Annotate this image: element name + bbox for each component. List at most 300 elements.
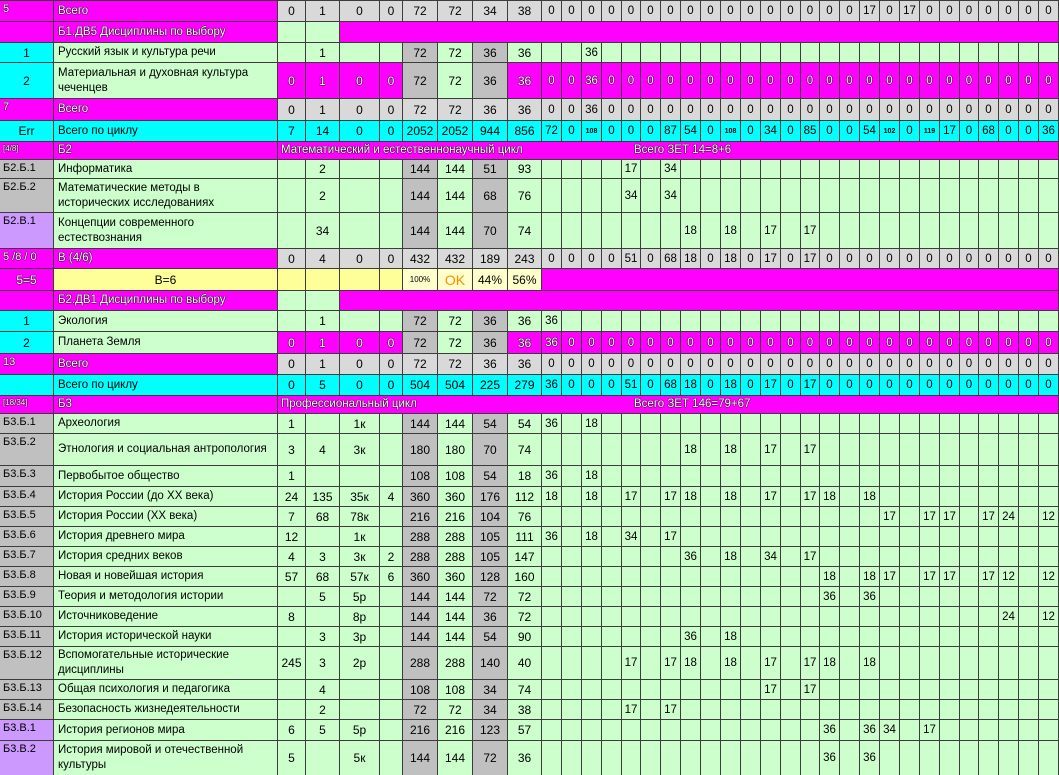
row-code[interactable]: Б3.Б.7 [0, 547, 53, 566]
value-cell[interactable] [380, 527, 402, 546]
semester-cell[interactable] [979, 434, 998, 465]
semester-cell[interactable] [542, 627, 561, 646]
value-cell[interactable]: 38 [508, 700, 541, 719]
semester-cell[interactable]: 0 [920, 1, 939, 21]
value-cell[interactable]: 34 [306, 213, 339, 248]
semester-cell[interactable]: 0 [820, 354, 839, 374]
semester-cell[interactable] [741, 607, 760, 626]
value-cell[interactable]: 36 [473, 99, 507, 120]
semester-cell[interactable] [999, 700, 1018, 719]
value-cell[interactable]: 288 [403, 547, 437, 566]
semester-cell[interactable]: 0 [999, 332, 1018, 353]
semester-cell[interactable] [661, 213, 680, 248]
semester-cell[interactable] [681, 160, 700, 178]
semester-cell[interactable] [820, 700, 839, 719]
value-cell[interactable]: 72 [403, 700, 437, 719]
semester-cell[interactable] [741, 507, 760, 526]
semester-cell[interactable] [741, 627, 760, 646]
semester-cell[interactable]: 0 [761, 99, 780, 120]
semester-cell[interactable]: 0 [820, 63, 839, 98]
semester-cell[interactable]: 0 [741, 63, 760, 98]
semester-cell[interactable] [781, 487, 800, 506]
value-cell[interactable]: 0 [380, 354, 402, 374]
semester-cell[interactable] [999, 434, 1018, 465]
semester-cell[interactable] [562, 311, 581, 331]
semester-cell[interactable] [979, 179, 998, 212]
semester-cell[interactable]: 18 [582, 527, 601, 546]
semester-cell[interactable] [602, 627, 621, 646]
value-cell[interactable]: 0 [380, 375, 402, 395]
semester-cell[interactable]: 17 [661, 527, 680, 546]
semester-cell[interactable] [781, 160, 800, 178]
row-code[interactable]: Б3.В.1 [0, 720, 53, 740]
semester-cell[interactable]: 0 [920, 99, 939, 120]
semester-cell[interactable]: 17 [622, 700, 640, 719]
semester-cell[interactable]: 0 [542, 354, 561, 374]
semester-cell[interactable] [582, 311, 601, 331]
semester-cell[interactable]: 18 [681, 249, 700, 268]
value-cell[interactable] [380, 311, 402, 331]
semester-cell[interactable] [920, 179, 939, 212]
value-cell[interactable]: 360 [403, 487, 437, 506]
semester-cell[interactable] [781, 647, 800, 679]
semester-cell[interactable] [900, 547, 919, 566]
semester-cell[interactable] [820, 507, 839, 526]
semester-cell[interactable] [641, 527, 660, 546]
value-cell[interactable]: 7 [278, 121, 305, 141]
value-cell[interactable]: 144 [438, 627, 472, 646]
value-cell[interactable]: 72 [403, 99, 437, 120]
value-cell[interactable]: 72 [438, 311, 472, 331]
semester-cell[interactable] [641, 680, 660, 699]
semester-cell[interactable] [840, 720, 859, 740]
value-cell[interactable]: 1 [278, 466, 305, 486]
semester-cell[interactable]: 0 [979, 249, 998, 268]
semester-cell[interactable] [999, 414, 1018, 433]
semester-cell[interactable]: 0 [960, 332, 978, 353]
semester-cell[interactable] [562, 547, 581, 566]
semester-cell[interactable]: 0 [1019, 121, 1038, 141]
semester-cell[interactable]: 72 [542, 121, 561, 141]
value-cell[interactable]: 3 [306, 547, 339, 566]
row-code[interactable]: Б3.Б.14 [0, 700, 53, 719]
semester-cell[interactable]: 18 [721, 487, 740, 506]
semester-cell[interactable]: 17 [860, 1, 879, 21]
value-cell[interactable]: 279 [508, 375, 541, 395]
semester-cell[interactable] [701, 547, 720, 566]
row-name[interactable]: Всего [54, 99, 277, 120]
value-cell[interactable]: 36 [508, 354, 541, 374]
value-cell[interactable]: 360 [438, 567, 472, 586]
semester-cell[interactable] [721, 700, 740, 719]
semester-cell[interactable] [641, 507, 660, 526]
semester-cell[interactable]: 34 [761, 547, 780, 566]
semester-cell[interactable] [920, 700, 939, 719]
value-cell[interactable]: 12 [278, 527, 305, 546]
semester-cell[interactable]: 0 [960, 63, 978, 98]
semester-cell[interactable]: 0 [741, 121, 760, 141]
semester-cell[interactable] [1039, 311, 1058, 331]
semester-cell[interactable]: 0 [860, 63, 879, 98]
semester-cell[interactable] [681, 414, 700, 433]
semester-cell[interactable] [920, 160, 939, 178]
semester-cell[interactable]: 54 [860, 121, 879, 141]
semester-cell[interactable]: 0 [701, 375, 720, 395]
value-cell[interactable]: 72 [438, 700, 472, 719]
semester-cell[interactable] [641, 179, 660, 212]
semester-cell[interactable] [701, 311, 720, 331]
semester-cell[interactable] [761, 720, 780, 740]
semester-cell[interactable]: 0 [880, 249, 899, 268]
semester-cell[interactable] [900, 213, 919, 248]
value-cell[interactable]: 288 [438, 527, 472, 546]
semester-cell[interactable]: 0 [979, 332, 998, 353]
value-cell[interactable] [278, 160, 305, 178]
semester-cell[interactable]: 17 [880, 507, 899, 526]
row-code[interactable]: 5 [0, 1, 53, 21]
semester-cell[interactable]: 0 [761, 1, 780, 21]
semester-cell[interactable] [1039, 700, 1058, 719]
semester-cell[interactable]: 36 [820, 741, 839, 775]
value-cell[interactable]: 5 [278, 741, 305, 775]
value-cell[interactable]: 504 [438, 375, 472, 395]
value-cell[interactable]: 1 [306, 1, 339, 21]
row-code[interactable] [0, 22, 53, 42]
semester-cell[interactable] [661, 587, 680, 606]
value-cell[interactable]: 360 [403, 567, 437, 586]
semester-cell[interactable]: 17 [920, 567, 939, 586]
semester-cell[interactable]: 108 [721, 121, 740, 141]
semester-cell[interactable] [840, 434, 859, 465]
semester-cell[interactable] [880, 434, 899, 465]
value-cell[interactable]: 104 [473, 507, 507, 526]
row-code[interactable]: Б3.Б.9 [0, 587, 53, 606]
semester-cell[interactable]: 18 [681, 647, 700, 679]
semester-cell[interactable] [860, 527, 879, 546]
semester-cell[interactable] [940, 647, 959, 679]
row-name[interactable]: Археология [54, 414, 277, 433]
row-code[interactable]: Б3.Б.2 [0, 434, 53, 465]
value-cell[interactable]: 2 [306, 160, 339, 178]
semester-cell[interactable] [1019, 311, 1038, 331]
semester-cell[interactable]: 0 [999, 1, 1018, 21]
value-cell[interactable]: 245 [278, 647, 305, 679]
semester-cell[interactable] [920, 627, 939, 646]
semester-cell[interactable] [960, 720, 978, 740]
value-cell[interactable]: 18 [508, 466, 541, 486]
semester-cell[interactable]: 0 [880, 99, 899, 120]
semester-cell[interactable] [661, 607, 680, 626]
semester-cell[interactable] [900, 487, 919, 506]
value-cell[interactable]: 74 [508, 434, 541, 465]
semester-cell[interactable]: 17 [920, 507, 939, 526]
semester-cell[interactable]: 0 [1039, 63, 1058, 98]
semester-cell[interactable]: 0 [741, 354, 760, 374]
row-code[interactable] [0, 291, 53, 310]
semester-cell[interactable]: 18 [820, 487, 839, 506]
value-cell[interactable]: 36 [508, 99, 541, 120]
semester-cell[interactable] [960, 414, 978, 433]
semester-cell[interactable] [661, 567, 680, 586]
row-name[interactable]: В=6 [54, 269, 277, 290]
semester-cell[interactable] [999, 587, 1018, 606]
semester-cell[interactable]: 36 [681, 627, 700, 646]
semester-cell[interactable]: 0 [542, 99, 561, 120]
semester-cell[interactable]: 102 [880, 121, 899, 141]
semester-cell[interactable]: 17 [761, 213, 780, 248]
semester-cell[interactable] [1019, 607, 1038, 626]
semester-cell[interactable]: 0 [661, 332, 680, 353]
value-cell[interactable]: 14 [306, 121, 339, 141]
value-cell[interactable]: 144 [438, 179, 472, 212]
semester-cell[interactable] [562, 527, 581, 546]
value-cell[interactable] [278, 213, 305, 248]
value-cell[interactable] [380, 507, 402, 526]
value-cell[interactable]: 90 [508, 627, 541, 646]
semester-cell[interactable]: 0 [900, 375, 919, 395]
row-code[interactable] [0, 375, 53, 395]
semester-cell[interactable] [721, 507, 740, 526]
semester-cell[interactable] [741, 741, 760, 775]
semester-cell[interactable]: 0 [840, 354, 859, 374]
value-cell[interactable]: 4 [306, 434, 339, 465]
value-cell[interactable]: 36 [473, 311, 507, 331]
semester-cell[interactable]: 0 [840, 249, 859, 268]
semester-cell[interactable]: 17 [801, 487, 819, 506]
semester-cell[interactable]: 17 [801, 547, 819, 566]
semester-cell[interactable] [801, 466, 819, 486]
semester-cell[interactable]: 0 [641, 121, 660, 141]
semester-cell[interactable]: 0 [880, 332, 899, 353]
semester-cell[interactable]: 17 [761, 647, 780, 679]
semester-cell[interactable] [940, 741, 959, 775]
semester-cell[interactable]: 0 [1039, 332, 1058, 353]
value-cell[interactable]: 0 [340, 99, 379, 120]
value-cell[interactable]: 1 [306, 311, 339, 331]
row-name[interactable]: Всего [54, 1, 277, 21]
semester-cell[interactable] [900, 607, 919, 626]
semester-cell[interactable] [602, 680, 621, 699]
semester-cell[interactable] [582, 434, 601, 465]
semester-cell[interactable] [860, 414, 879, 433]
value-cell[interactable]: 72 [403, 354, 437, 374]
semester-cell[interactable] [582, 547, 601, 566]
semester-cell[interactable] [661, 547, 680, 566]
semester-cell[interactable]: 0 [602, 63, 621, 98]
semester-cell[interactable] [761, 179, 780, 212]
semester-cell[interactable]: 0 [940, 63, 959, 98]
semester-cell[interactable] [602, 527, 621, 546]
semester-cell[interactable] [761, 587, 780, 606]
row-code[interactable]: Б3.В.2 [0, 741, 53, 775]
semester-cell[interactable] [940, 466, 959, 486]
semester-cell[interactable] [721, 311, 740, 331]
semester-cell[interactable] [761, 466, 780, 486]
semester-cell[interactable] [602, 700, 621, 719]
value-cell[interactable] [278, 291, 305, 310]
semester-cell[interactable] [960, 466, 978, 486]
semester-cell[interactable] [999, 213, 1018, 248]
semester-cell[interactable]: 0 [562, 375, 581, 395]
semester-cell[interactable]: 0 [940, 375, 959, 395]
semester-cell[interactable] [701, 160, 720, 178]
semester-cell[interactable] [940, 160, 959, 178]
semester-cell[interactable] [900, 414, 919, 433]
semester-cell[interactable] [1019, 700, 1038, 719]
semester-cell[interactable]: 36 [542, 375, 561, 395]
semester-cell[interactable] [801, 160, 819, 178]
value-cell[interactable] [380, 414, 402, 433]
semester-cell[interactable] [761, 160, 780, 178]
semester-cell[interactable] [860, 43, 879, 62]
semester-cell[interactable]: 0 [622, 99, 640, 120]
semester-cell[interactable] [582, 627, 601, 646]
semester-cell[interactable] [940, 720, 959, 740]
semester-cell[interactable] [840, 160, 859, 178]
value-cell[interactable]: 288 [403, 527, 437, 546]
semester-cell[interactable] [781, 700, 800, 719]
semester-cell[interactable]: 0 [979, 1, 998, 21]
semester-cell[interactable] [681, 179, 700, 212]
value-cell[interactable] [340, 179, 379, 212]
semester-cell[interactable]: 0 [622, 332, 640, 353]
semester-cell[interactable] [602, 647, 621, 679]
semester-cell[interactable]: 12 [1039, 567, 1058, 586]
semester-cell[interactable]: 34 [661, 179, 680, 212]
semester-cell[interactable] [542, 434, 561, 465]
semester-cell[interactable]: 17 [801, 647, 819, 679]
semester-cell[interactable]: 0 [940, 354, 959, 374]
semester-cell[interactable] [562, 179, 581, 212]
semester-cell[interactable] [562, 680, 581, 699]
value-cell[interactable]: 0 [380, 99, 402, 120]
semester-cell[interactable] [1039, 647, 1058, 679]
value-cell[interactable]: 288 [403, 647, 437, 679]
value-cell[interactable]: 34 [473, 680, 507, 699]
value-cell[interactable]: 144 [403, 414, 437, 433]
semester-cell[interactable]: 0 [940, 1, 959, 21]
value-cell[interactable] [380, 607, 402, 626]
semester-cell[interactable] [1039, 487, 1058, 506]
semester-cell[interactable] [900, 507, 919, 526]
value-cell[interactable]: 2 [380, 547, 402, 566]
row-name[interactable]: Б2 [54, 142, 277, 159]
semester-cell[interactable] [701, 567, 720, 586]
semester-cell[interactable]: 36 [860, 587, 879, 606]
semester-cell[interactable] [960, 680, 978, 699]
value-cell[interactable]: 54 [508, 414, 541, 433]
row-name[interactable]: В (4/6) [54, 249, 277, 268]
value-cell[interactable] [380, 700, 402, 719]
semester-cell[interactable] [860, 160, 879, 178]
semester-cell[interactable]: 17 [979, 567, 998, 586]
semester-cell[interactable]: 0 [1019, 354, 1038, 374]
value-cell[interactable]: 57к [340, 567, 379, 586]
semester-cell[interactable]: 108 [582, 121, 601, 141]
semester-cell[interactable] [1019, 647, 1038, 679]
semester-cell[interactable] [781, 587, 800, 606]
semester-cell[interactable] [860, 179, 879, 212]
value-cell[interactable]: 72 [438, 43, 472, 62]
semester-cell[interactable] [602, 213, 621, 248]
semester-cell[interactable] [840, 507, 859, 526]
row-code[interactable]: Err [0, 121, 53, 141]
semester-cell[interactable]: 18 [721, 547, 740, 566]
semester-cell[interactable] [741, 587, 760, 606]
semester-cell[interactable]: 68 [979, 121, 998, 141]
semester-cell[interactable] [801, 507, 819, 526]
semester-cell[interactable] [761, 43, 780, 62]
semester-cell[interactable] [820, 179, 839, 212]
semester-cell[interactable]: 0 [979, 63, 998, 98]
semester-cell[interactable] [781, 680, 800, 699]
semester-cell[interactable] [1019, 567, 1038, 586]
semester-cell[interactable] [562, 43, 581, 62]
semester-cell[interactable]: 0 [701, 354, 720, 374]
value-cell[interactable]: 0 [278, 99, 305, 120]
semester-cell[interactable] [741, 647, 760, 679]
semester-cell[interactable] [1039, 547, 1058, 566]
semester-cell[interactable]: 0 [602, 332, 621, 353]
semester-cell[interactable]: 12 [999, 567, 1018, 586]
semester-cell[interactable] [1019, 466, 1038, 486]
semester-cell[interactable] [741, 487, 760, 506]
value-cell[interactable]: 1 [306, 99, 339, 120]
value-cell[interactable]: 5к [340, 741, 379, 775]
semester-cell[interactable]: 51 [622, 249, 640, 268]
semester-cell[interactable] [979, 680, 998, 699]
semester-cell[interactable] [979, 741, 998, 775]
semester-cell[interactable]: 0 [701, 121, 720, 141]
value-cell[interactable]: 108 [438, 466, 472, 486]
semester-cell[interactable] [661, 434, 680, 465]
value-cell[interactable] [306, 22, 339, 42]
semester-cell[interactable] [900, 647, 919, 679]
semester-cell[interactable] [999, 680, 1018, 699]
value-cell[interactable]: 432 [438, 249, 472, 268]
semester-cell[interactable] [602, 507, 621, 526]
semester-cell[interactable]: 0 [781, 375, 800, 395]
semester-cell[interactable] [562, 720, 581, 740]
value-cell[interactable]: 8р [340, 607, 379, 626]
value-cell[interactable]: 0 [340, 354, 379, 374]
semester-cell[interactable]: 0 [979, 99, 998, 120]
semester-cell[interactable] [602, 160, 621, 178]
semester-cell[interactable]: 36 [820, 587, 839, 606]
semester-cell[interactable] [801, 627, 819, 646]
semester-cell[interactable] [820, 607, 839, 626]
semester-cell[interactable] [781, 720, 800, 740]
semester-cell[interactable] [622, 567, 640, 586]
semester-cell[interactable] [820, 434, 839, 465]
row-name[interactable]: История средних веков [54, 547, 277, 566]
semester-cell[interactable]: 0 [920, 332, 939, 353]
semester-cell[interactable] [542, 160, 561, 178]
semester-cell[interactable] [900, 43, 919, 62]
value-cell[interactable]: 2052 [403, 121, 437, 141]
semester-cell[interactable] [801, 179, 819, 212]
semester-cell[interactable] [661, 507, 680, 526]
semester-cell[interactable] [542, 213, 561, 248]
semester-cell[interactable] [1039, 160, 1058, 178]
value-cell[interactable] [380, 720, 402, 740]
value-cell[interactable] [278, 627, 305, 646]
value-cell[interactable]: 0 [340, 63, 379, 98]
value-cell[interactable]: 7 [278, 507, 305, 526]
semester-cell[interactable] [840, 567, 859, 586]
semester-cell[interactable] [701, 741, 720, 775]
semester-cell[interactable] [999, 647, 1018, 679]
